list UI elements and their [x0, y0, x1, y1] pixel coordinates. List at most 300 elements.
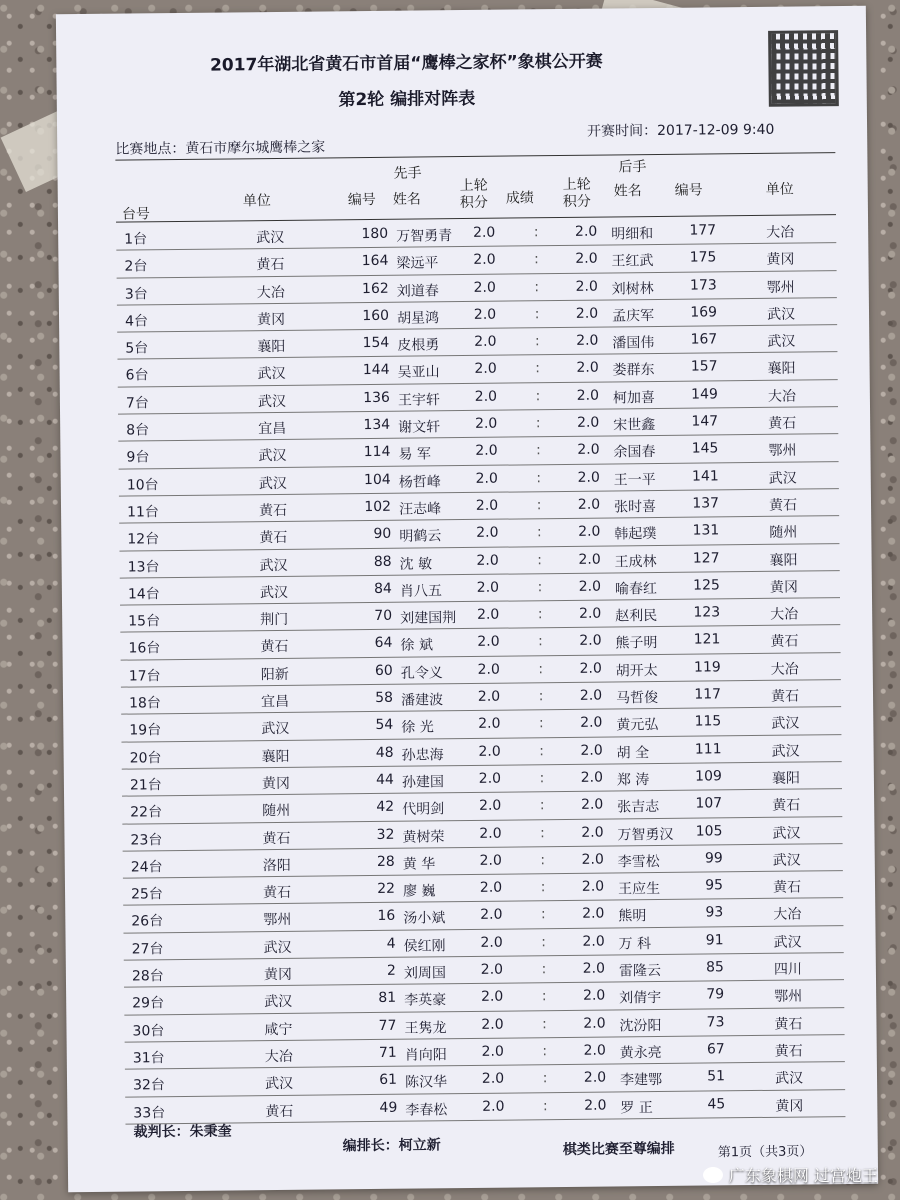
cell-pts1: 2.0	[475, 497, 499, 514]
cell-pts1: 2.0	[478, 770, 502, 787]
cell-unit2: 黄冈	[769, 579, 798, 596]
cell-no1: 61	[379, 1071, 398, 1089]
header-second: 后手	[618, 159, 647, 176]
cell-board: 14台	[127, 586, 160, 603]
cell-unit1: 鄂州	[263, 912, 292, 929]
header-name2: 姓名	[613, 183, 642, 200]
header-no2: 编号	[674, 182, 703, 199]
cell-unit2: 黄石	[770, 688, 800, 705]
cell-res: :	[538, 633, 543, 650]
cell-unit2: 大冶	[767, 388, 796, 405]
cell-no2: 149	[691, 386, 718, 403]
cell-pts2: 2.0	[583, 1015, 606, 1032]
cell-unit2: 襄阳	[767, 361, 796, 378]
cell-res: :	[541, 933, 547, 950]
cell-name2: 王应生	[617, 881, 661, 898]
cell-res: :	[534, 251, 539, 268]
cell-name1: 黄 华	[402, 856, 436, 873]
cell-board: 9台	[126, 449, 150, 466]
cell-name1: 孙忠海	[401, 746, 444, 764]
cell-res: :	[536, 497, 542, 514]
cell-no1: 164	[361, 253, 389, 270]
cell-name1: 王宇轩	[397, 392, 440, 409]
cell-pts1: 2.0	[480, 907, 503, 924]
cell-pts2: 2.0	[581, 878, 605, 895]
cell-name2: 韩起璞	[614, 526, 657, 543]
cell-no1: 49	[379, 1099, 398, 1116]
cell-unit2: 黄石	[774, 1016, 803, 1033]
cell-res: :	[541, 988, 547, 1005]
cell-unit2: 鄂州	[768, 442, 797, 460]
doc-subtitle: 第2轮 编排对阵表	[338, 88, 476, 111]
cell-name2: 李雪松	[617, 853, 660, 871]
cell-unit1: 武汉	[259, 557, 288, 574]
cell-pts1: 2.0	[481, 1043, 504, 1060]
cell-name2: 万 科	[618, 935, 652, 953]
cell-pts2: 2.0	[579, 687, 603, 704]
cell-unit1: 黄石	[259, 530, 288, 547]
cell-board: 19台	[129, 722, 162, 739]
cell-board: 7台	[125, 395, 149, 412]
cell-name2: 胡 全	[616, 744, 650, 762]
cell-name1: 徐 光	[401, 719, 434, 737]
doc-title: 2017年湖北省黄石市首届“鹰棒之家杯”象棋公开赛	[209, 51, 603, 76]
cell-pts1: 2.0	[476, 579, 500, 596]
cell-pts1: 2.0	[480, 934, 503, 951]
cell-res: :	[539, 770, 545, 787]
cell-no2: 115	[694, 713, 722, 730]
cell-name1: 李英豪	[404, 992, 447, 1009]
arranger-label: 编排长：柯立新	[342, 1137, 441, 1155]
cell-unit1: 随州	[262, 803, 291, 820]
cell-name1: 潘建波	[400, 692, 444, 709]
pairing-table	[116, 216, 845, 1124]
cell-no2: 131	[692, 522, 720, 539]
cell-unit1: 黄冈	[263, 966, 293, 984]
cell-res: :	[542, 1097, 548, 1114]
cell-pts1: 2.0	[474, 333, 497, 351]
cell-board: 6台	[125, 367, 149, 385]
cell-res: :	[535, 388, 541, 405]
cell-name2: 万智勇汉	[617, 826, 674, 843]
cell-board: 3台	[124, 285, 148, 303]
cell-unit2: 大冶	[766, 224, 795, 241]
wechat-icon	[703, 1167, 723, 1183]
cell-board: 33台	[133, 1104, 166, 1122]
cell-unit2: 四川	[773, 961, 802, 978]
cell-no1: 81	[378, 990, 397, 1007]
cell-res: :	[540, 879, 546, 896]
cell-pts1: 2.0	[481, 1016, 504, 1033]
cell-pts2: 2.0	[578, 605, 602, 622]
cell-pts1: 2.0	[472, 224, 496, 241]
cell-name2: 郑 涛	[616, 772, 650, 789]
cell-unit1: 咸宁	[264, 1021, 293, 1038]
cell-no1: 4	[386, 935, 396, 952]
header-prev2: 上轮积分	[562, 176, 591, 210]
cell-name2: 马哲俊	[615, 690, 659, 707]
cell-unit1: 武汉	[259, 584, 289, 602]
cell-no2: 117	[694, 686, 722, 703]
cell-no1: 32	[376, 826, 395, 843]
cell-no1: 2	[386, 962, 396, 979]
cell-no2: 51	[707, 1068, 726, 1085]
cell-pts1: 2.0	[477, 634, 500, 651]
cell-no1: 102	[364, 498, 392, 516]
cell-pts1: 2.0	[480, 988, 504, 1006]
cell-pts1: 2.0	[475, 470, 498, 487]
cell-no2: 123	[693, 604, 721, 621]
cell-name2: 王成林	[614, 553, 657, 571]
cell-pts1: 2.0	[476, 552, 499, 569]
watermark	[703, 1163, 878, 1186]
cell-pts2: 2.0	[583, 1042, 606, 1059]
cell-unit1: 黄冈	[261, 775, 291, 793]
cell-res: :	[541, 961, 547, 978]
cell-pts2: 2.0	[577, 496, 601, 513]
cell-unit2: 武汉	[772, 852, 801, 869]
cell-name2: 熊子明	[615, 635, 658, 652]
cell-no2: 147	[691, 413, 719, 430]
cell-res: :	[537, 606, 543, 623]
cell-res: :	[542, 1043, 548, 1060]
cell-unit1: 襄阳	[257, 339, 286, 356]
cell-pts2: 2.0	[581, 824, 604, 841]
header-unit2: 单位	[765, 181, 794, 198]
cell-unit1: 武汉	[257, 393, 287, 410]
cell-no1: 28	[376, 853, 395, 870]
cell-name1: 易 军	[398, 446, 432, 464]
cell-name1: 胡星鸿	[396, 310, 440, 327]
cell-pts2: 2.0	[579, 660, 602, 677]
cell-pts2: 2.0	[582, 987, 606, 1005]
cell-board: 11台	[126, 504, 159, 521]
cell-pts1: 2.0	[477, 688, 501, 705]
cell-res: :	[540, 906, 546, 923]
cell-no1: 54	[375, 717, 394, 734]
cell-no2: 45	[707, 1095, 726, 1113]
cell-name1: 汤小斌	[403, 910, 446, 928]
cell-pts2: 2.0	[578, 578, 602, 595]
cell-pts1: 2.0	[474, 415, 498, 432]
cell-pts2: 2.0	[580, 714, 603, 732]
cell-name2: 黄永亮	[619, 1044, 662, 1062]
cell-name2: 余国春	[613, 444, 656, 461]
cell-res: :	[539, 797, 545, 814]
cell-board: 5台	[125, 340, 149, 357]
cell-pts2: 2.0	[578, 551, 601, 568]
cell-pts1: 2.0	[482, 1098, 505, 1115]
cell-name1: 代明剑	[402, 801, 445, 818]
cell-board: 10台	[126, 476, 159, 494]
cell-pts2: 2.0	[580, 796, 604, 814]
cell-res: :	[540, 824, 545, 841]
cell-name2: 潘国伟	[612, 335, 655, 352]
cell-unit2: 武汉	[772, 825, 801, 842]
cell-unit2: 随州	[769, 524, 798, 542]
cell-pts2: 2.0	[576, 414, 600, 431]
header-name1: 姓名	[392, 191, 421, 208]
cell-name1: 徐 斌	[400, 637, 434, 655]
cell-unit1: 武汉	[257, 366, 286, 383]
cell-name1: 肖八五	[399, 583, 442, 600]
cell-unit2: 大冶	[770, 606, 799, 623]
cell-unit1: 武汉	[258, 475, 287, 492]
cell-no2: 121	[693, 631, 721, 649]
cell-name1: 孙建国	[401, 774, 445, 791]
cell-pts1: 2.0	[477, 661, 500, 678]
cell-pts2: 2.0	[583, 1069, 607, 1087]
cell-board: 20台	[129, 749, 162, 767]
cell-board: 24台	[130, 859, 163, 876]
cell-res: :	[535, 415, 541, 432]
cell-name2: 喻春红	[614, 580, 657, 598]
cell-unit2: 黄石	[774, 1043, 803, 1060]
cell-pts1: 2.0	[474, 361, 497, 378]
cell-unit2: 襄阳	[771, 770, 800, 787]
cell-pts1: 2.0	[475, 443, 498, 460]
cell-name2: 娄群东	[612, 362, 655, 379]
cell-pts2: 2.0	[584, 1097, 607, 1114]
cell-pts2: 2.0	[582, 933, 605, 950]
cell-board: 30台	[132, 1022, 165, 1040]
cell-unit1: 荆门	[260, 612, 289, 629]
cell-unit1: 黄石	[262, 884, 292, 902]
qr-code-icon	[768, 30, 839, 107]
cell-pts2: 2.0	[582, 960, 606, 977]
cell-unit2: 黄石	[772, 879, 802, 896]
cell-no1: 114	[363, 444, 391, 461]
cell-no1: 88	[373, 553, 392, 570]
cell-board: 25台	[130, 886, 163, 903]
cell-name2: 刘树林	[611, 280, 654, 298]
cell-pts2: 2.0	[575, 250, 598, 268]
cell-no2: 91	[705, 932, 724, 949]
cell-pts2: 2.0	[577, 469, 600, 486]
cell-no2: 93	[705, 904, 724, 921]
cell-name1: 汪志峰	[398, 501, 442, 518]
cell-pts2: 2.0	[582, 906, 605, 923]
cell-unit2: 武汉	[767, 333, 796, 351]
cell-name1: 廖 巍	[402, 883, 436, 900]
header-first: 先手	[393, 165, 422, 182]
cell-no1: 160	[362, 307, 390, 324]
cell-pts1: 2.0	[479, 879, 503, 897]
cell-board: 31台	[132, 1050, 165, 1067]
header-board: 台号	[121, 206, 151, 223]
cell-unit2: 武汉	[773, 934, 802, 951]
cell-unit1: 武汉	[263, 939, 292, 956]
cell-res: :	[536, 469, 542, 486]
cell-name1: 刘周国	[403, 965, 447, 982]
cell-no1: 58	[375, 689, 394, 707]
cell-no1: 60	[374, 662, 393, 679]
cell-name1: 皮根勇	[397, 337, 440, 354]
cell-unit1: 襄阳	[261, 748, 290, 765]
cell-res: :	[539, 742, 545, 759]
cell-no2: 127	[692, 549, 720, 567]
cell-unit1: 武汉	[258, 448, 287, 465]
cell-no2: 175	[689, 249, 717, 266]
cell-board: 4台	[124, 313, 149, 330]
cell-unit2: 黄石	[768, 415, 797, 432]
cell-no2: 85	[705, 959, 724, 976]
header-unit1: 单位	[242, 193, 271, 210]
cell-name2: 王红武	[611, 253, 654, 270]
cell-no1: 71	[378, 1044, 397, 1061]
cell-board: 26台	[131, 913, 164, 930]
cell-name2: 赵利民	[615, 608, 658, 625]
cell-board: 15台	[128, 613, 161, 630]
cell-name1: 吴亚山	[397, 364, 440, 382]
cell-pts1: 2.0	[476, 606, 500, 624]
pairing-sheet	[56, 6, 878, 1192]
cell-no2: 177	[689, 222, 717, 239]
cell-board: 27台	[131, 940, 164, 958]
cell-board: 2台	[124, 258, 148, 275]
page-label: 第1页（共3页）	[717, 1144, 813, 1161]
cell-no1: 77	[378, 1017, 397, 1034]
cell-name2: 明细和	[611, 226, 654, 243]
cell-pts1: 2.0	[476, 524, 499, 542]
cell-no1: 22	[377, 880, 396, 898]
cell-name2: 胡开太	[615, 662, 658, 680]
cell-name2: 李建鄂	[619, 1072, 663, 1089]
cell-res: :	[533, 224, 539, 241]
cell-pts1: 2.0	[479, 825, 502, 842]
cell-name1: 黄树荣	[402, 828, 445, 846]
cell-pts1: 2.0	[474, 388, 498, 405]
cell-pts1: 2.0	[473, 279, 496, 296]
cell-name2: 雷隆云	[618, 963, 661, 980]
cell-name2: 孟庆军	[611, 307, 655, 325]
cell-no2: 141	[691, 468, 719, 485]
cell-board: 13台	[127, 558, 160, 576]
cell-board: 32台	[132, 1077, 165, 1094]
cell-name1: 沈 敏	[399, 555, 433, 573]
cell-no1: 64	[374, 635, 393, 652]
cell-res: :	[534, 333, 540, 350]
cell-board: 22台	[130, 804, 163, 821]
cell-no2: 169	[690, 304, 718, 321]
cell-name2: 张时喜	[613, 498, 657, 516]
cell-pts1: 2.0	[478, 797, 502, 815]
cell-unit2: 武汉	[771, 715, 800, 733]
cell-res: :	[536, 442, 541, 459]
cell-no2: 167	[690, 331, 718, 348]
cell-name1: 刘建国荆	[400, 610, 457, 627]
cell-unit1: 武汉	[264, 1076, 294, 1093]
cell-no1: 180	[361, 225, 389, 243]
cell-board: 23台	[130, 831, 163, 849]
cell-pts2: 2.0	[578, 523, 601, 541]
cell-no1: 136	[363, 389, 390, 406]
cell-res: :	[535, 360, 541, 377]
cell-board: 18台	[128, 695, 161, 712]
cell-name2: 熊明	[618, 908, 647, 925]
cell-no2: 73	[706, 1013, 725, 1031]
cell-name2: 沈汾阳	[619, 1017, 662, 1035]
cell-res: :	[534, 278, 540, 295]
cell-no1: 44	[375, 771, 394, 788]
cell-unit2: 鄂州	[766, 279, 795, 296]
cell-pts1: 2.0	[478, 743, 501, 760]
cell-no1: 48	[375, 744, 394, 761]
cell-name2: 王一平	[613, 471, 656, 489]
cell-no2: 119	[693, 659, 721, 676]
cell-res: :	[534, 306, 540, 323]
cell-unit1: 黄石	[258, 502, 288, 520]
referee-label: 裁判长：朱秉奎	[133, 1123, 232, 1141]
cell-no2: 105	[695, 822, 723, 840]
header-result: 成绩	[505, 190, 534, 207]
cell-pts2: 2.0	[580, 742, 603, 759]
cell-no2: 99	[704, 850, 723, 867]
header-prev1: 上轮积分	[459, 177, 488, 212]
cell-no2: 67	[706, 1041, 725, 1058]
cell-unit1: 黄石	[256, 257, 285, 274]
cell-name1: 侯红刚	[403, 937, 446, 955]
cell-name1: 李春松	[405, 1101, 448, 1119]
cell-name1: 谢文轩	[398, 419, 441, 436]
cell-name2: 宋世鑫	[613, 417, 656, 434]
cell-unit2: 黄冈	[775, 1098, 804, 1115]
cell-unit1: 洛阳	[262, 857, 291, 874]
cell-unit2: 大冶	[770, 661, 799, 678]
venue: 比赛地点：黄石市摩尔城鹰棒之家	[115, 139, 326, 158]
cell-pts1: 2.0	[478, 716, 501, 733]
start-time: 开赛时间：2017-12-09 9:40	[587, 121, 775, 140]
cell-board: 29台	[132, 995, 165, 1012]
cell-pts2: 2.0	[575, 305, 599, 322]
cell-pts1: 2.0	[473, 251, 496, 269]
cell-res: :	[536, 524, 542, 541]
cell-no1: 16	[377, 908, 396, 925]
cell-pts2: 2.0	[574, 223, 598, 240]
cell-unit2: 武汉	[771, 743, 800, 760]
cell-name1: 王隽龙	[404, 1019, 447, 1037]
cell-no1: 90	[373, 526, 392, 543]
cell-pts2: 2.0	[575, 278, 598, 295]
cell-res: :	[538, 715, 544, 732]
cell-unit1: 黄冈	[256, 311, 286, 329]
cell-name2: 张吉志	[617, 799, 660, 816]
cell-unit2: 鄂州	[774, 988, 803, 1006]
cell-pts2: 2.0	[576, 360, 599, 377]
cell-name1: 陈汉华	[404, 1074, 448, 1091]
cell-unit2: 武汉	[774, 1070, 804, 1088]
cell-pts1: 2.0	[480, 961, 504, 978]
cell-board: 28台	[131, 968, 164, 985]
cell-unit1: 阳新	[260, 666, 289, 683]
cell-name2: 柯加喜	[612, 389, 655, 407]
cell-name1: 明鹤云	[399, 528, 442, 545]
cell-no2: 157	[690, 358, 718, 376]
cell-name1: 孔令义	[400, 665, 443, 682]
cell-res: :	[542, 1015, 547, 1032]
cell-board: 16台	[128, 640, 161, 658]
cell-board: 1台	[124, 231, 148, 248]
cell-pts2: 2.0	[579, 633, 602, 650]
cell-unit1: 黄石	[260, 639, 289, 656]
cell-no2: 95	[705, 877, 724, 894]
cell-unit1: 大冶	[256, 284, 285, 301]
cell-board: 17台	[128, 667, 161, 685]
cell-no1: 70	[374, 607, 393, 625]
header-no1: 编号	[347, 191, 376, 209]
cell-res: :	[537, 579, 543, 596]
cell-unit1: 武汉	[264, 994, 293, 1011]
